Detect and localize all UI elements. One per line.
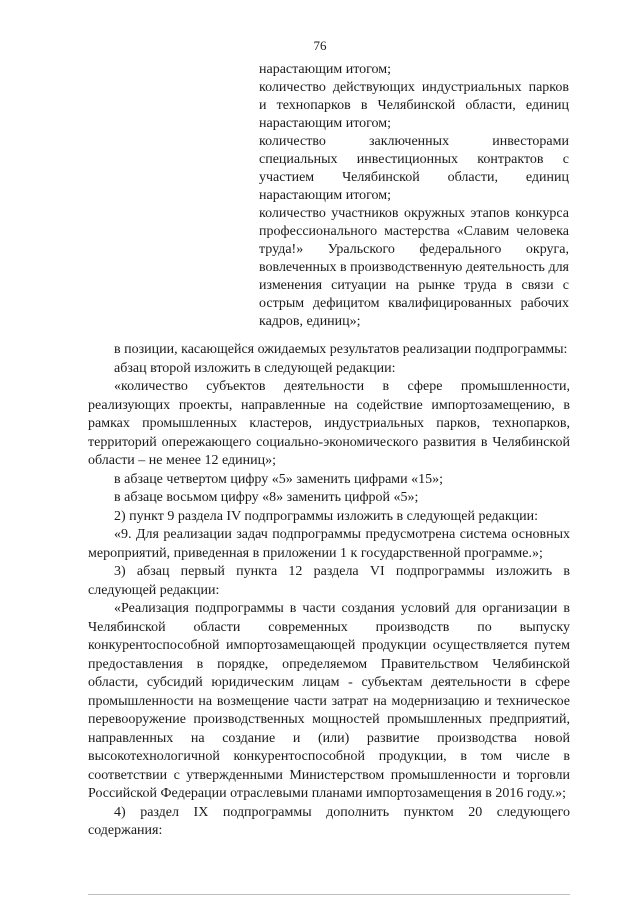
body-paragraph: абзац второй изложить в следующей редакции:	[114, 360, 396, 376]
indicator-list	[259, 61, 569, 331]
body-paragraph: в абзаце четвертом цифру «5» заменить цифрами «15»;	[114, 471, 444, 487]
body-paragraph: в позиции, касающейся ожидаемых результатов реализации подпрограммы:	[114, 342, 568, 357]
indicator-item: количество действующих индустриальных парков и технопарков в Челябинской области, единиц нарастающим итогом;	[259, 80, 569, 131]
page-bottom-divider	[88, 894, 570, 895]
body-paragraph: 2) пункт 9 раздела IV подпрограммы изложить в следующей редакции:	[114, 508, 538, 524]
page-number: 76	[313, 38, 327, 53]
indicator-item: количество заключенных инвесторами специальных инвестиционных контрактов с участием Челябинской области, единиц нарастающим итогом;	[259, 134, 569, 203]
indicator-item: количество участников окружных этапов конкурса профессионального мастерства «Славим человека труда!» Уральского федерального округа, вовлеченных в производственную деятельность для изменения ситуации на рынке труда в связи с острым дефицитом квалифицированных рабочих кадров, единиц»;	[259, 206, 569, 329]
body-paragraph: «9. Для реализации задач подпрограммы предусмотрена система основных мероприятий, приведенная в приложении 1 к государственной программе.»;	[88, 527, 570, 561]
document-body	[88, 341, 570, 841]
body-paragraph: «Реализация подпрограммы в части создания условий для организации в Челябинской области современных производств по выпуску конкурентоспособной импортозамещающей продукции осуществляется путем предоставления в порядке, определяемом Правительством Челябинской области, субсидий юридическим лицам - субъектам деятельности в сфере промышленности на возмещение части затрат на модернизацию и техническое перевооружение производственных мощностей промышленных предприятий, направленных на создание и (или) развитие производства новой высокотехнологичной конкурентоспособной продукции, в том числе в соответствии с утвержденными Министерством промышленности и торговли Российской Федерации отраслевыми планами импортозамещения в 2016 году.»;	[88, 601, 570, 801]
indicator-line: нарастающим итогом;	[259, 62, 392, 77]
body-paragraph: в абзаце восьмом цифру «8» заменить цифрой «5»;	[114, 490, 419, 505]
body-paragraph: 3) абзац первый пункта 12 раздела VI подпрограммы изложить в следующей редакции:	[88, 564, 570, 598]
body-paragraph: 4) раздел IX подпрограммы дополнить пунктом 20 следующего содержания:	[88, 804, 570, 838]
body-paragraph: «количество субъектов деятельности в сфере промышленности, реализующих проекты, направленные на содействие импортозамещению, в рамках промышленных кластеров, индустриальных парков, технопарков, территорий опережающего социально-экономического развития в Челябинской области – не менее 12 единиц»;	[88, 379, 570, 468]
